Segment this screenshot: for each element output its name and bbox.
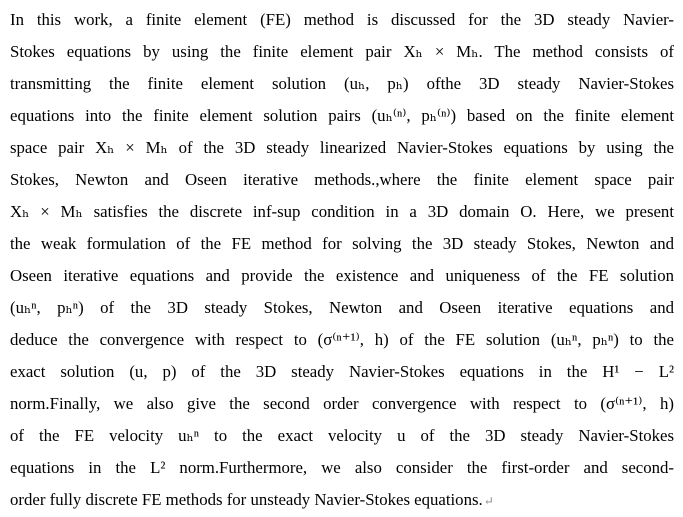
abstract-line-11: deduce the convergence with respect to (σ⁽ⁿ⁺¹⁾, h) of the FE solution (uₕⁿ, pₕⁿ) to the <box>10 330 674 349</box>
abstract-line-8: the weak formulation of the FE method for solving the 3D steady Stokes, Newton and <box>10 234 674 253</box>
abstract-line-16-text: order fully discrete FE methods for unsteady Navier-Stokes equations. <box>10 490 483 509</box>
paragraph-mark-icon: ↵ <box>483 494 494 508</box>
abstract-line-5: space pair Xₕ × Mₕ of the 3D steady linearized Navier-Stokes equations by using the <box>10 138 674 157</box>
abstract-line-2: Stokes equations by using the finite element pair Xₕ × Mₕ. The method consists of <box>10 42 674 61</box>
abstract-line-15: equations in the L² norm.Furthermore, we also consider the first-order and second- <box>10 458 674 477</box>
abstract-line-6: Stokes, Newton and Oseen iterative methods.,where the finite element space pair <box>10 170 674 189</box>
abstract-paragraph <box>10 4 674 516</box>
abstract-line-14: of the FE velocity uₕⁿ to the exact velocity u of the 3D steady Navier-Stokes <box>10 426 674 445</box>
abstract-line-9: Oseen iterative equations and provide the existence and uniqueness of the FE solution <box>10 266 674 285</box>
abstract-line-13: norm.Finally, we also give the second order convergence with respect to (σ⁽ⁿ⁺¹⁾, h) <box>10 394 674 413</box>
abstract-line-3: transmitting the finite element solution (uₕ, pₕ) ofthe 3D steady Navier-Stokes <box>10 74 674 93</box>
abstract-line-7: Xₕ × Mₕ satisfies the discrete inf-sup condition in a 3D domain Ο. Here, we present <box>10 202 674 221</box>
abstract-line-16 <box>10 484 674 516</box>
abstract-line-12: exact solution (u, p) of the 3D steady Navier-Stokes equations in the H¹ − L² <box>10 362 674 381</box>
abstract-line-4: equations into the finite element solution pairs (uₕ⁽ⁿ⁾, pₕ⁽ⁿ⁾) based on the finite element <box>10 106 674 125</box>
abstract-line-1: In this work, a finite element (FE) method is discussed for the 3D steady Navier- <box>10 10 674 29</box>
abstract-line-10: (uₕⁿ, pₕⁿ) of the 3D steady Stokes, Newton and Oseen iterative equations and <box>10 298 674 317</box>
